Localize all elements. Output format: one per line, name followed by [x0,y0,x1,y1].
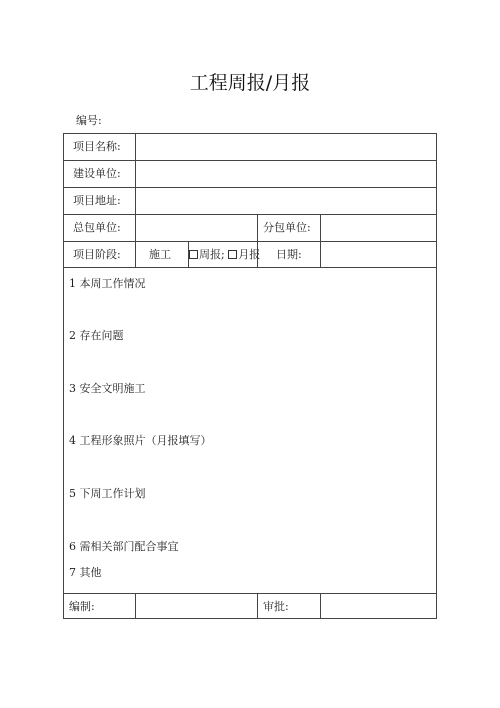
prepared-by-field[interactable] [136,594,256,620]
serial-number-label: 编号: [76,114,102,127]
subcontractor-field[interactable] [321,215,435,241]
general-contractor-label: 总包单位: [73,221,121,234]
approved-by-label: 审批: [263,600,289,613]
section-other: 7 其他 [69,566,102,579]
section-this-week-work: 1 本周工作情况 [69,277,146,290]
date-label: 日期: [276,248,302,261]
report-form [63,133,437,619]
section-coordination-needed: 6 需相关部门配合事宜 [69,540,179,553]
monthly-checkbox[interactable] [228,250,237,259]
subcontractor-label: 分包单位: [263,221,311,234]
approved-by-field[interactable] [321,594,435,620]
page-title: 工程周报/月报 [189,72,311,94]
report-type-options [189,242,260,268]
construction-unit-label: 建设单位: [73,167,121,180]
project-name-field[interactable] [136,134,436,160]
project-phase-label: 项目阶段: [73,248,121,261]
project-address-field[interactable] [136,188,436,214]
section-progress-photos: 4 工程形象照片（月报填写） [69,434,212,447]
section-next-week-plan: 5 下周工作计划 [69,487,146,500]
weekly-checkbox[interactable] [189,250,198,259]
phase-value: 施工 [149,248,171,261]
section-safety-construction: 3 安全文明施工 [69,382,146,395]
section-existing-issues: 2 存在问题 [69,329,124,342]
weekly-label: 周报; [199,248,225,261]
monthly-label: 月报 [238,248,261,261]
construction-unit-field[interactable] [136,161,436,187]
prepared-by-label: 编制: [69,600,95,613]
date-field[interactable] [321,242,435,268]
column-divider [257,593,258,619]
project-name-label: 项目名称: [73,140,121,153]
general-contractor-field[interactable] [136,215,256,241]
project-address-label: 项目地址: [73,194,121,207]
